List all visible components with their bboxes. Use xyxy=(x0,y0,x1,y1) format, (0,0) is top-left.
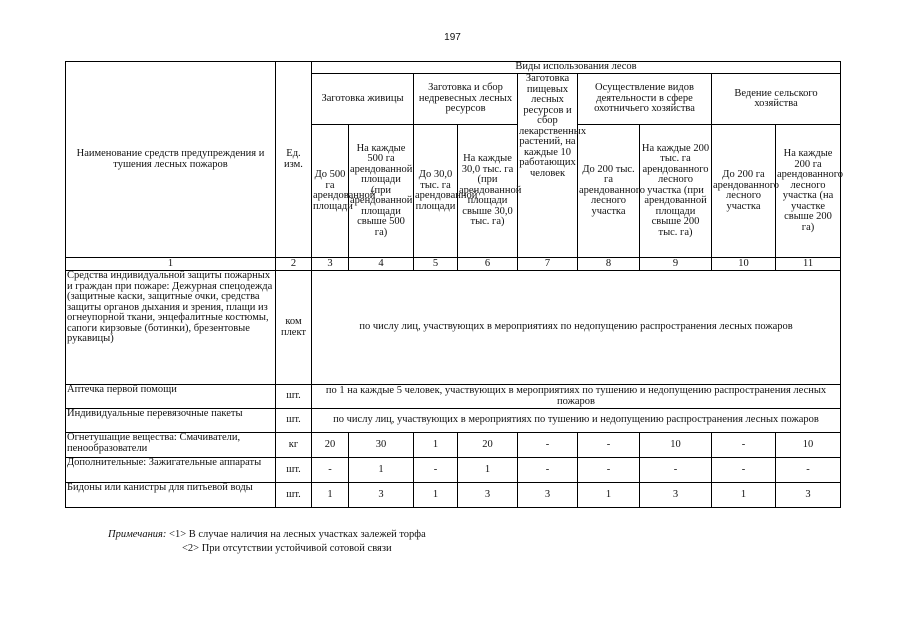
row-name: Аптечка первой помощи xyxy=(66,385,276,409)
row-merged-value: по числу лиц, участвующих в мероприятиях по тушению и недопущению распространения лесных пожаров xyxy=(312,409,841,433)
row-value: 1 xyxy=(458,458,518,483)
row-merged-value: по 1 на каждые 5 человек, участвующих в мероприятиях по тушению и недопущению распространения лесных пожаров xyxy=(312,385,841,409)
header-subcol-9: На каждые 200 тыс. га арендованного лесного участка (при арендованной площади свыше 200 тыс. га) xyxy=(640,125,712,258)
column-number: 7 xyxy=(518,258,578,271)
row-value: 1 xyxy=(414,433,458,458)
row-value: 1 xyxy=(712,483,776,508)
note-item: <2> При отсутствии устойчивой сотовой связи xyxy=(182,542,392,554)
notes xyxy=(108,528,426,555)
row-value: - xyxy=(712,458,776,483)
row-value: 3 xyxy=(776,483,841,508)
column-number: 5 xyxy=(414,258,458,271)
row-value: 1 xyxy=(578,483,640,508)
row-value: 10 xyxy=(640,433,712,458)
row-value: 10 xyxy=(776,433,841,458)
table-row xyxy=(66,483,841,508)
note-item: <1> В случае наличия на лесных участках залежей торфа xyxy=(169,529,426,540)
row-name: Бидоны или канистры для питьевой воды xyxy=(66,483,276,508)
row-value: - xyxy=(518,433,578,458)
row-value: 3 xyxy=(640,483,712,508)
table-row xyxy=(66,433,841,458)
forest-fire-equipment-table xyxy=(65,61,844,508)
row-value: 1 xyxy=(414,483,458,508)
page-number: 197 xyxy=(444,32,461,43)
notes-label: Примечания: xyxy=(108,529,167,540)
header-subcol-4: На каждые 500 га арендованной площади (при арендованной площади свыше 500 га) xyxy=(349,125,414,258)
column-number: 9 xyxy=(640,258,712,271)
row-value: - xyxy=(578,458,640,483)
column-number: 1 xyxy=(66,258,276,271)
column-number: 10 xyxy=(712,258,776,271)
row-unit: шт. xyxy=(276,458,312,483)
header-unit-column: Ед. изм. xyxy=(276,62,312,258)
header-subcol-8: До 200 тыс. га арендованного лесного участка xyxy=(578,125,640,258)
row-unit: шт. xyxy=(276,409,312,433)
table-row xyxy=(66,385,841,409)
row-unit: шт. xyxy=(276,483,312,508)
row-value: - xyxy=(578,433,640,458)
column-number: 3 xyxy=(312,258,349,271)
row-value: 3 xyxy=(518,483,578,508)
header-group-agriculture: Ведение сельского хозяйства xyxy=(712,74,841,125)
row-value: 20 xyxy=(458,433,518,458)
row-value: 1 xyxy=(349,458,414,483)
header-subcol-10: До 200 га арендованного лесного участка xyxy=(712,125,776,258)
row-value: - xyxy=(414,458,458,483)
row-unit: ком плект xyxy=(276,271,312,385)
row-name: Дополнительные: Зажигательные аппараты xyxy=(66,458,276,483)
table-row xyxy=(66,271,841,385)
header-group-hunting: Осуществление видов деятельности в сфере охотничьего хозяйства xyxy=(578,74,712,125)
row-name: Средства индивидуальной защиты пожарных и граждан при пожаре: Дежурная спецодежда (защитные каски, защитные очки, средства защиты органов дыхания и зрения, плащи из огнеупорной ткани, энцефалитные костюмы, сапоги кирзовые (ботинки), брезентовые рукавицы) xyxy=(66,271,276,385)
row-name: Индивидуальные перевязочные пакеты xyxy=(66,409,276,433)
table-row xyxy=(66,458,841,483)
row-value: - xyxy=(712,433,776,458)
column-number: 6 xyxy=(458,258,518,271)
row-value: - xyxy=(518,458,578,483)
header-group-food-resources: Заготовка пищевых лесных ресурсов и сбор лекарственных растений, на каждые 10 работающих человек xyxy=(518,74,578,258)
column-number: 2 xyxy=(276,258,312,271)
row-value: 30 xyxy=(349,433,414,458)
row-value: - xyxy=(640,458,712,483)
column-number: 8 xyxy=(578,258,640,271)
row-name: Огнетушащие вещества: Смачиватели, пенообразователи xyxy=(66,433,276,458)
header-group-resin: Заготовка живицы xyxy=(312,74,414,125)
column-number: 4 xyxy=(349,258,414,271)
row-merged-value: по числу лиц, участвующих в мероприятиях по недопущению распространения лесных пожаров xyxy=(312,271,841,385)
header-forest-use-types: Виды использования лесов xyxy=(312,62,841,74)
row-value: - xyxy=(312,458,349,483)
row-unit: кг xyxy=(276,433,312,458)
row-value: 3 xyxy=(458,483,518,508)
column-number: 11 xyxy=(776,258,841,271)
row-value: 20 xyxy=(312,433,349,458)
header-subcol-3: До 500 га арендованной площади xyxy=(312,125,349,258)
row-value: - xyxy=(776,458,841,483)
row-value: 1 xyxy=(312,483,349,508)
table-row xyxy=(66,409,841,433)
header-subcol-6: На каждые 30,0 тыс. га (при арендованной площади свыше 30,0 тыс. га) xyxy=(458,125,518,258)
header-group-non-timber: Заготовка и сбор недревесных лесных ресурсов xyxy=(414,74,518,125)
row-value: 3 xyxy=(349,483,414,508)
header-subcol-5: До 30,0 тыс. га арендованной площади xyxy=(414,125,458,258)
header-name-column: Наименование средств предупреждения и тушения лесных пожаров xyxy=(66,62,276,258)
header-subcol-11: На каждые 200 га арендованного лесного участка (на участке свыше 200 га) xyxy=(776,125,841,258)
row-unit: шт. xyxy=(276,385,312,409)
